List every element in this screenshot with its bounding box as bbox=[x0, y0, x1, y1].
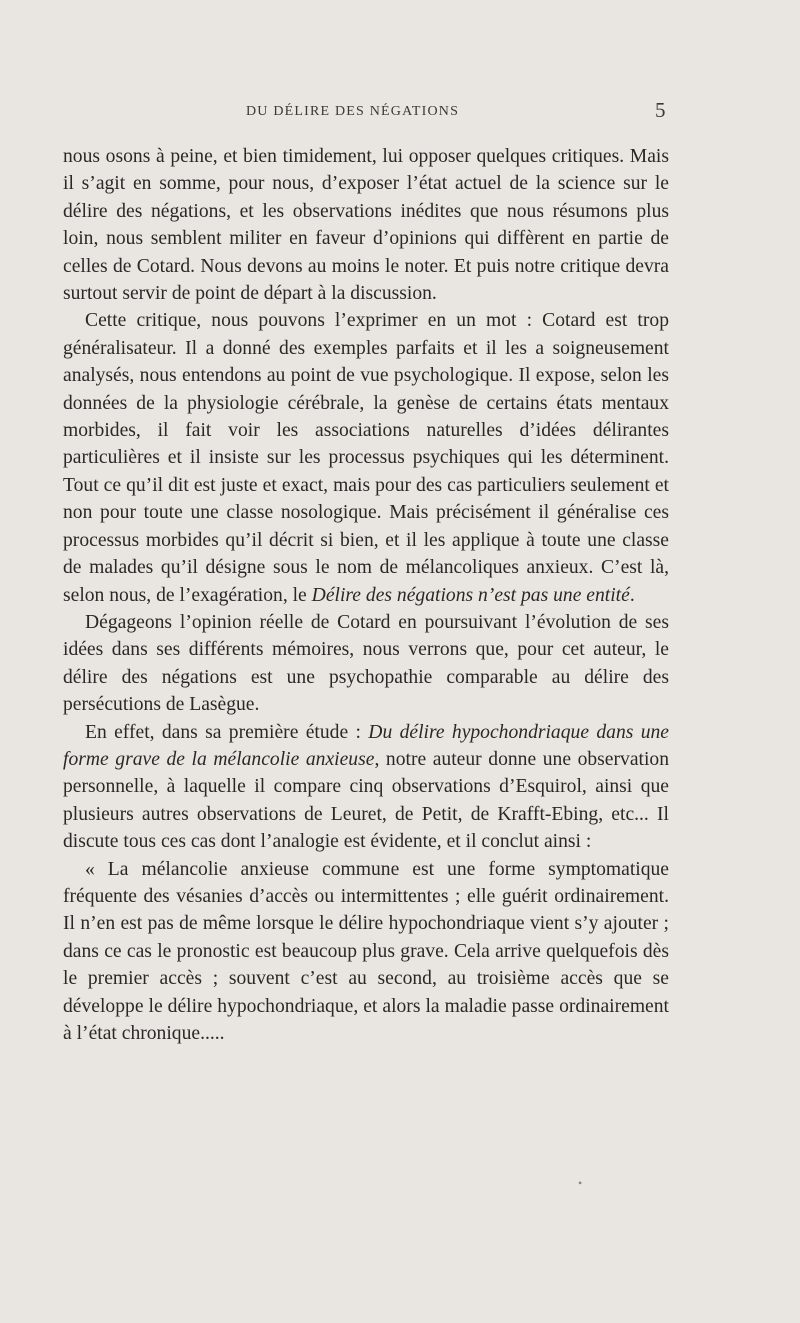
paragraph-5-quote: « La mélancolie anxieuse commune est une forme symptomatique fréquente des vésanies d’accès ou intermittentes ; elle guérit ordinairement. Il n’en est pas de même lorsque le délire hypochondriaque vient s’y ajouter ; dans ce cas le pronostic est beaucoup plus grave. Cela arrive quelquefois dès le premier accès ; souvent c’est au second, au troisième accès que se développe le délire hypochondriaque, et alors la maladie passe ordinairement à l’état chronique..... bbox=[63, 858, 669, 1044]
paragraph-4: En effet, dans sa première étude : Du délire hypochondriaque dans une forme grave de la mélancolie anxieuse, notre auteur donne une observation personnelle, à laquelle il compare cinq observations d’Esquirol, ainsi que plusieurs autres observations de Leuret, de Petit, de Krafft-Ebing, etc... Il discute tous ces cas dont l’analogie est évidente, et il conclut ainsi : bbox=[63, 721, 669, 853]
page-number: 5 bbox=[655, 98, 666, 122]
italic-phrase: Délire des négations n’est pas une entité bbox=[311, 584, 630, 606]
paragraph-2: Cette critique, nous pouvons l’exprimer en un mot : Cotard est trop généralisateur. Il a donné des exemples parfaits et il les a soigneusement analysés, nous entendons au point de vue psychologique. Il expose, selon les données de la physiologie cérébrale, la genèse de certains états mentaux morbides, il fait voir les associations naturelles d’idées délirantes particulières et il insiste sur les processus psychiques qui les déterminent. Tout ce qu’il dit est juste et exact, mais pour des cas particuliers seulement et non pour toute une classe nosologique. Mais précisément il généralise ces processus morbides qu’il décrit si bien, et il les applique à toute une classe de malades qu’il désigne sous le nom de mélancoliques anxieux. C’est là, selon nous, de l’exagération, le Délire des négations n’est pas une entité. bbox=[63, 310, 669, 606]
italic-title: Du délire hypochondriaque dans une forme grave de la mélancolie anxieuse bbox=[63, 721, 669, 770]
paragraph-3: Dégageons l’opinion réelle de Cotard en poursuivant l’évolution de ses idées dans ses différents mémoires, nous verrons que, pour cet auteur, le délire des négations est une psychopathie comparable au délire des persécutions de Lasègue. bbox=[63, 611, 669, 716]
running-head-title: DU DÉLIRE DES NÉGATIONS bbox=[246, 104, 460, 119]
margin-dot-mark: • bbox=[578, 1176, 583, 1190]
running-head bbox=[0, 98, 800, 128]
body-text bbox=[63, 143, 669, 1047]
paragraph-1: nous osons à peine, et bien timidement, lui opposer quelques critiques. Mais il s’agit en somme, pour nous, d’exposer l’état actuel de la science sur le délire des négations, et les observations inédites que nous résumons plus loin, nous semblent militer en faveur d’opinions qui diffèrent en partie de celles de Cotard. Nous devons au moins le noter. Et puis notre critique devra surtout servir de point de départ à la discussion. bbox=[63, 146, 669, 305]
